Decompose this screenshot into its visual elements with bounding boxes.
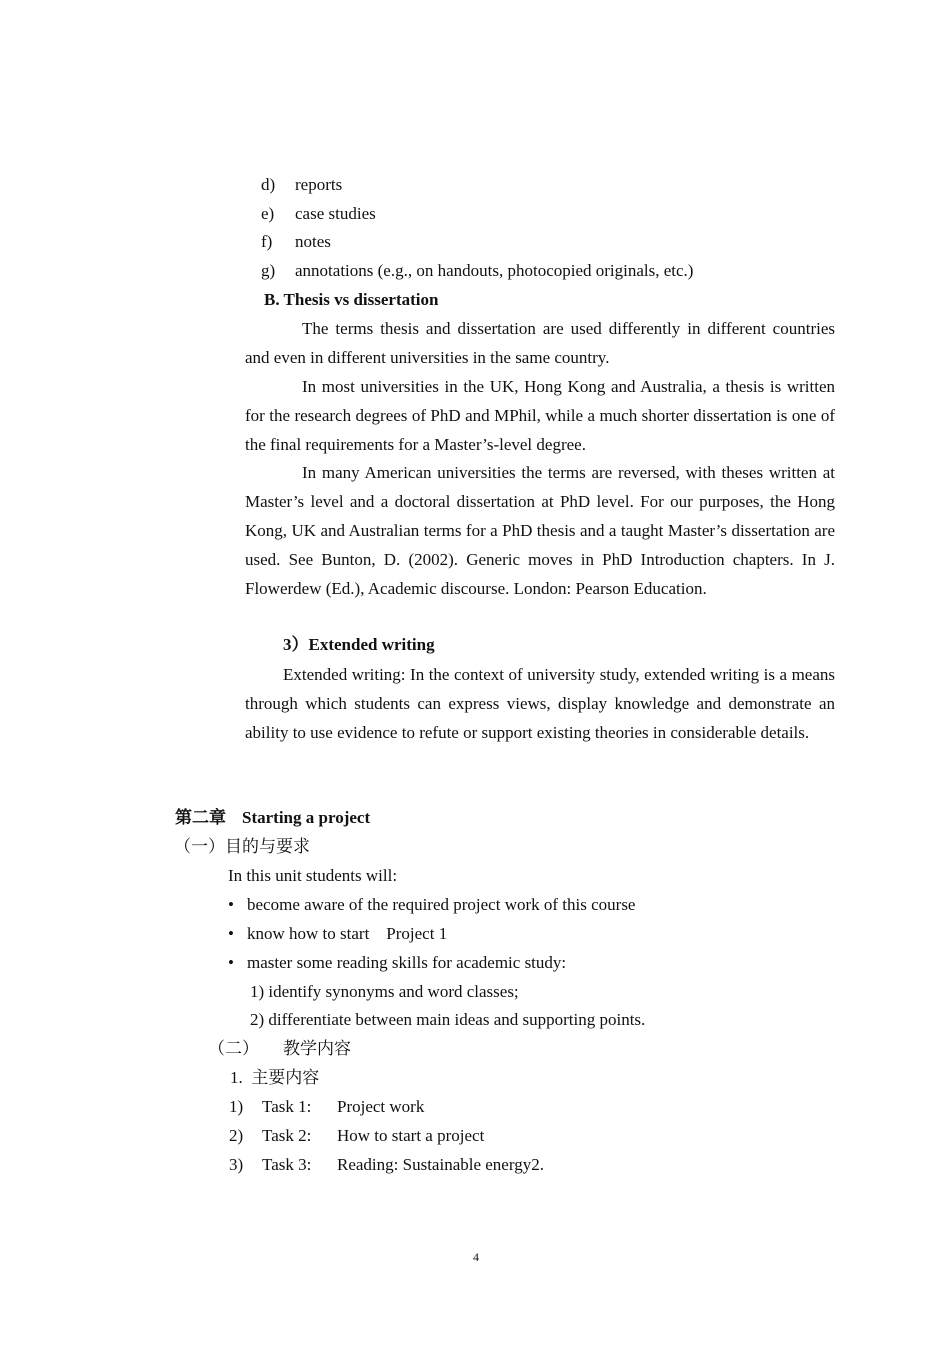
paragraph-text: In many American universities the terms are reversed, with theses written at Master’s level and a doctoral dissertation at PhD level. For our purposes, the Hong Kong, UK and Australian terms for a PhD thesis and a taught Master’s dissertation are used. See Bunton, D. (2002). Generic moves in PhD Introduction chapters. In J. Flowerdew (Ed.), Academic discourse. London: Pearson Education. — [245, 463, 835, 598]
section-heading: 3）Extended writing — [283, 635, 435, 654]
paragraph — [245, 372, 835, 459]
list-label: e) — [261, 204, 275, 223]
sub-item: 1) identify synonyms and word classes; — [250, 982, 519, 1001]
section-heading: B. Thesis vs dissertation — [264, 290, 439, 309]
task-item — [229, 1096, 424, 1118]
paragraph-text: The terms thesis and dissertation are used differently in different countries and even in different universities in the same country. — [245, 319, 835, 367]
chapter-heading — [175, 807, 370, 829]
list-label: d) — [261, 175, 276, 194]
chapter-title: Starting a project — [242, 808, 371, 827]
task-item — [229, 1125, 484, 1147]
bullet-icon: • — [228, 924, 234, 943]
bullet-item — [228, 952, 566, 974]
page-number: 4 — [473, 1250, 479, 1264]
task-number: 3) — [229, 1155, 244, 1174]
list-text: notes — [295, 232, 331, 251]
bullet-text: master some reading skills for academic study: — [247, 953, 567, 972]
list-text: reports — [295, 175, 343, 194]
objectives-heading: （一）目的与要求 — [174, 837, 310, 856]
bullet-icon: • — [228, 895, 234, 914]
intro-text: In this unit students will: — [228, 866, 398, 885]
task-number: 1) — [229, 1097, 244, 1116]
list-text: case studies — [295, 204, 376, 223]
paragraph — [245, 458, 835, 603]
bullet-item — [228, 923, 447, 945]
task-label: Task 2: — [262, 1126, 312, 1145]
content-label: （二） — [208, 1039, 259, 1058]
list-item — [261, 203, 376, 225]
paragraph-text: In most universities in the UK, Hong Kong and Australia, a thesis is written for the research degrees of PhD and MPhil, while a much shorter dissertation is one of the final requirements for a Master’s-level degree. — [245, 377, 835, 454]
task-name: Reading: Sustainable energy2. — [337, 1155, 544, 1174]
bullet-item — [228, 894, 635, 916]
list-label: f) — [261, 232, 273, 251]
sub-item: 2) differentiate between main ideas and supporting points. — [250, 1010, 646, 1029]
chapter-number: 第二章 — [175, 808, 226, 827]
content-heading — [208, 1038, 351, 1060]
task-number: 2) — [229, 1126, 244, 1145]
paragraph-text: Extended writing: In the context of university study, extended writing is a means through which students can express views, display knowledge and demonstrate an ability to use evidence to refute or support existing theories in considerable details. — [245, 665, 835, 742]
task-name: How to start a project — [337, 1126, 485, 1145]
task-label: Task 3: — [262, 1155, 312, 1174]
list-item — [261, 260, 693, 282]
list-label: g) — [261, 261, 276, 280]
bullet-icon: • — [228, 953, 234, 972]
main-content-heading: 1. 主要内容 — [230, 1068, 320, 1087]
list-item — [261, 231, 331, 253]
paragraph — [245, 314, 835, 372]
task-label: Task 1: — [262, 1097, 312, 1116]
list-text: annotations (e.g., on handouts, photocopied originals, etc.) — [295, 261, 694, 280]
task-item — [229, 1154, 544, 1176]
list-item — [261, 174, 342, 196]
task-name: Project work — [337, 1097, 425, 1116]
bullet-text: become aware of the required project work of this course — [247, 895, 636, 914]
bullet-text: know how to start Project 1 — [247, 924, 448, 943]
paragraph — [245, 660, 835, 747]
content-title: 教学内容 — [283, 1039, 351, 1058]
